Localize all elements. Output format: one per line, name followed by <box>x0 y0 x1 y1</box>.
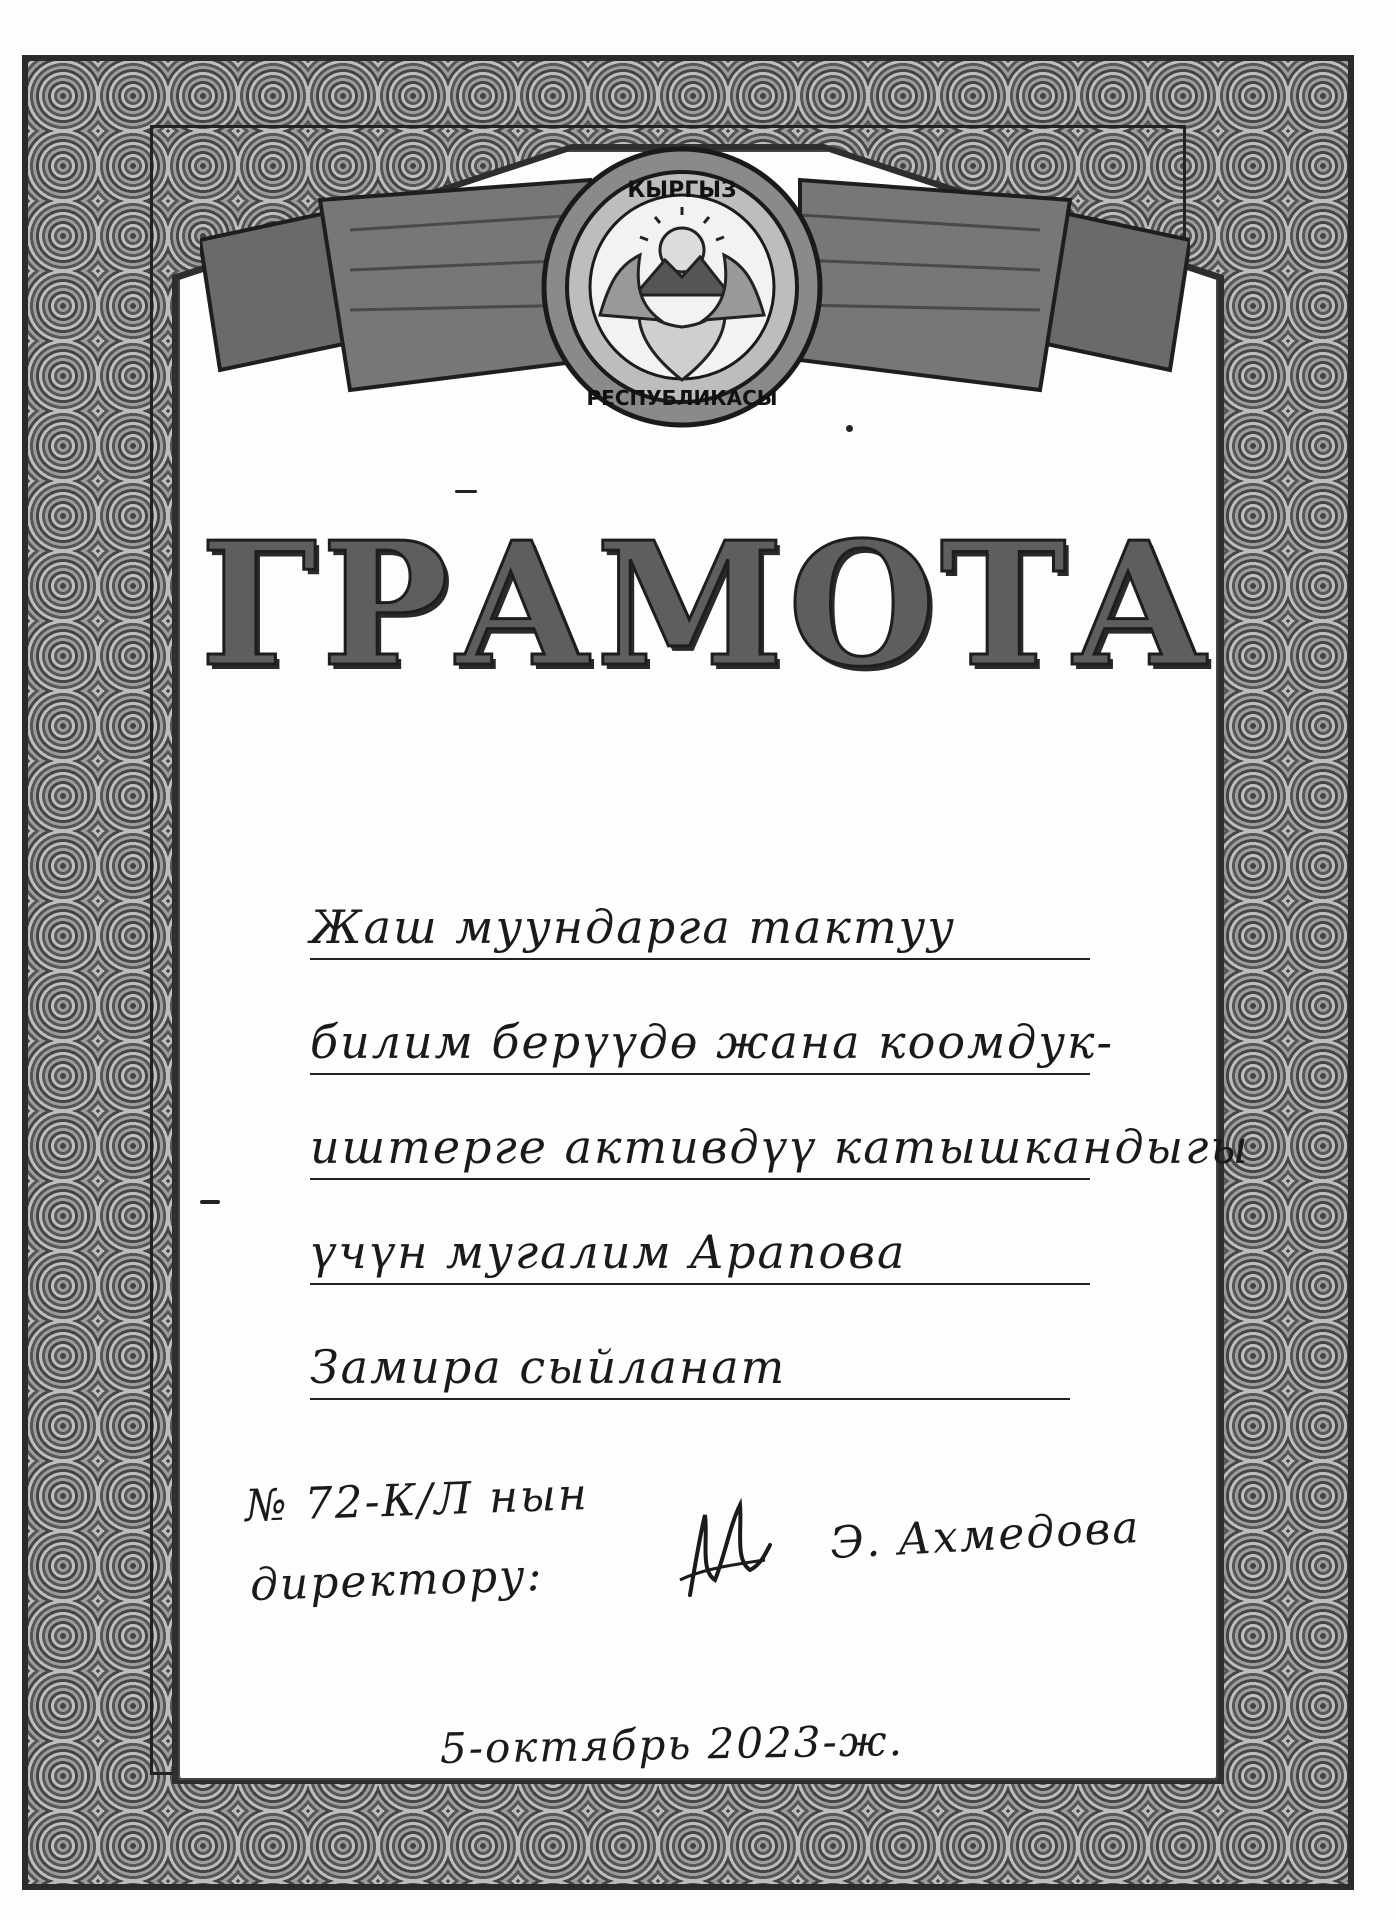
issue-date: 5-октябрь 2023-ж. <box>439 1715 905 1774</box>
body-line-5: Замира сыйланат <box>310 1340 1070 1400</box>
handwritten-signature <box>670 1485 780 1605</box>
certificate-title: ГРАМОТА <box>200 505 1213 705</box>
emblem-bottom-text: РЕСПУБЛИКАСЫ <box>586 386 778 410</box>
body-line-3: иштерге активдүү катышкандыгы <box>310 1120 1090 1180</box>
kyrgyz-emblem-icon <box>540 145 825 430</box>
body-line-1: Жаш муундарга тактуу <box>310 900 1090 960</box>
body-line-4: үчүн мугалим Арапова <box>310 1225 1090 1285</box>
scan-speck <box>455 490 477 493</box>
state-emblem-area <box>200 140 1190 440</box>
emblem-top-text: КЫРГЫЗ <box>627 178 737 203</box>
scan-speck <box>846 425 853 432</box>
scan-speck <box>200 1200 220 1204</box>
signer-name: Э. Ахмедова <box>828 1501 1142 1570</box>
order-number: № 72-К/Л нын <box>244 1469 590 1532</box>
body-line-2: билим берүүдө жана коомдук- <box>310 1015 1090 1075</box>
signer-role: директору: <box>249 1549 545 1612</box>
